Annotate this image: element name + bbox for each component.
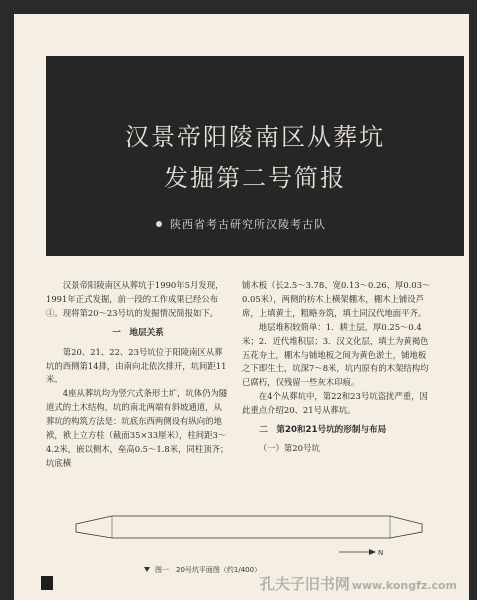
document-page	[14, 14, 469, 600]
author-name: 陕西省考古研究所汉陵考古队	[170, 218, 326, 231]
text-column-left	[46, 279, 230, 471]
north-label: N	[378, 549, 384, 557]
bullet-icon	[156, 221, 162, 227]
watermark-text: 孔夫子旧书网	[259, 575, 350, 593]
page-title-line2: 发掘第二号简报	[164, 164, 346, 192]
author-line	[156, 216, 326, 232]
watermark-domain: www.kongfz.com	[351, 579, 457, 592]
page-corner-marker	[41, 576, 53, 590]
paragraph: 在4个从葬坑中，第22和23号坑盗扰严重，因此重点介绍20、21号从葬坑。	[242, 391, 428, 416]
title-banner	[46, 56, 464, 256]
paragraph: 第20、21、22、23号坑位于阳陵南区从葬坑的西侧第14排，由南向北依次排开，坑间距11米。	[46, 346, 227, 385]
triangle-icon	[144, 567, 150, 572]
section-heading-2: 二 第20和21号坑的形制与布局	[259, 425, 387, 436]
figure-caption	[144, 565, 261, 575]
section-heading-1: 一 地层关系	[112, 327, 164, 338]
paragraph: 铺木板（长2.5～3.78、宽0.13～0.26、厚0.03～0.05米），两侧的枋木上横架棚木，棚木上铺设芦席，上填黄土，粗略夯筑，填土同汉代地面平齐。	[242, 280, 431, 318]
page-title-line1: 汉景帝阳陵南区从葬坑	[125, 123, 385, 151]
paragraph: 地层堆积较简单：1．耕土层，厚0.25～0.4米；2．近代堆积层；3．汉文化层，填土为黄褐色五花夯土，棚木与铺地板之间为黄色淤土，铺地板之下即生土，坑深7～8米，坑内原有的木架结构均已腐朽，仅残留一些灰木印痕。	[242, 321, 429, 388]
subsection-heading: （一）第20号坑	[258, 442, 320, 453]
intro-paragraph: 汉景帝阳陵南区从葬坑于1990年5月发现，1991年正式发掘，前一段的工作成果已经公布①。现将第20～23号坑的发掘情况简报如下。	[46, 280, 224, 318]
pit-outline	[76, 516, 422, 538]
north-arrow-icon	[369, 549, 376, 555]
paragraph: 4座从葬坑均为竖穴式条形土圹，坑体仍为隧道式的土木结构，坑的南北两端有斜坡通道，从葬坑的构筑方法是：坑底东西两侧设有纵向的地袱，袱上立方柱（截面35×33厘米），柱间距3～4.2米，嵌以侧木，垒高0.5～1.8米，同柱顶齐；坑底横	[46, 388, 229, 468]
text-column-right	[242, 279, 432, 456]
pit-plan-figure	[74, 494, 424, 564]
figure-caption-text: 图一 20号坑平面图（约1/400）	[155, 566, 262, 574]
watermark	[260, 573, 457, 594]
